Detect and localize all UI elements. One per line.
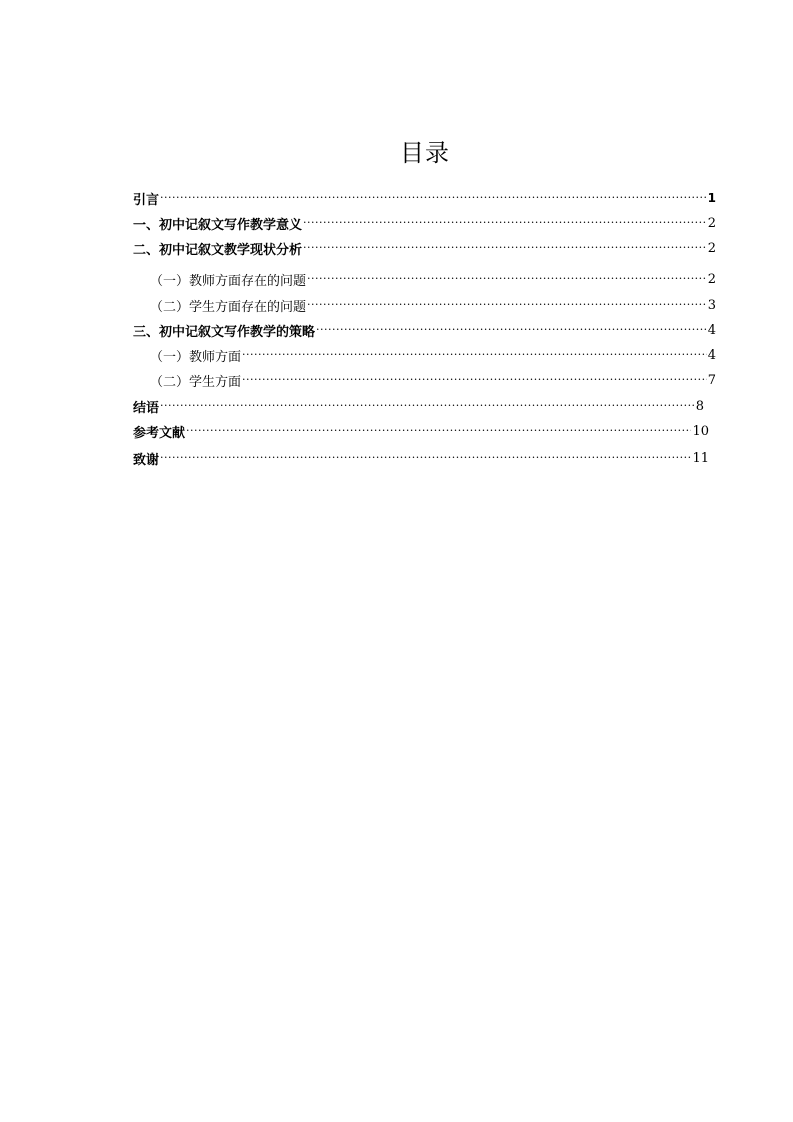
toc-entry-chapter-2[interactable] bbox=[133, 238, 716, 258]
toc-entry-conclusion[interactable] bbox=[133, 396, 704, 416]
dot-leader bbox=[242, 345, 707, 365]
toc-entry-label: 三、初中记叙文写作教学的策略 bbox=[133, 324, 316, 340]
toc-entry-label: 结语 bbox=[133, 400, 160, 416]
toc-entry-page: 4 bbox=[707, 347, 716, 363]
toc-entry-chapter-2-section-1[interactable] bbox=[150, 269, 716, 289]
toc-entry-label: 参考文献 bbox=[133, 425, 186, 441]
toc-entry-page: 8 bbox=[695, 398, 704, 414]
toc-entry-page: 2 bbox=[707, 215, 716, 231]
toc-entry-label: （一）教师方面 bbox=[150, 349, 242, 365]
toc-entry-label: 二、初中记叙文教学现状分析 bbox=[133, 242, 303, 258]
dot-leader bbox=[316, 320, 707, 340]
toc-entry-label: 一、初中记叙文写作教学意义 bbox=[133, 217, 303, 233]
toc-entry-label: 引言 bbox=[133, 192, 160, 208]
toc-entry-page: 7 bbox=[707, 372, 716, 388]
dot-leader bbox=[242, 370, 707, 390]
dot-leader bbox=[307, 269, 707, 289]
toc-entry-introduction[interactable] bbox=[133, 188, 716, 208]
toc-entry-page: 2 bbox=[707, 240, 716, 256]
dot-leader bbox=[160, 448, 691, 468]
page-title: 目录 bbox=[400, 139, 450, 167]
toc-entry-page: 1 bbox=[707, 191, 716, 205]
toc-entry-page: 3 bbox=[707, 297, 716, 313]
toc-entry-acknowledgements[interactable] bbox=[133, 448, 709, 468]
toc-entry-page: 10 bbox=[692, 423, 709, 439]
toc-entry-chapter-3-section-2[interactable] bbox=[150, 370, 716, 390]
dot-leader bbox=[160, 396, 695, 416]
table-of-contents bbox=[0, 0, 793, 500]
dot-leader bbox=[160, 188, 707, 208]
dot-leader bbox=[303, 238, 707, 258]
toc-entry-label: （二）学生方面存在的问题 bbox=[150, 299, 307, 315]
toc-entry-page: 4 bbox=[707, 322, 716, 338]
toc-entry-references[interactable] bbox=[133, 421, 709, 441]
dot-leader bbox=[186, 421, 691, 441]
dot-leader bbox=[307, 295, 707, 315]
toc-entry-label: （二）学生方面 bbox=[150, 374, 242, 390]
toc-entry-page: 11 bbox=[692, 450, 709, 466]
dot-leader bbox=[303, 213, 707, 233]
toc-entry-chapter-3[interactable] bbox=[133, 320, 716, 340]
toc-entry-label: （一）教师方面存在的问题 bbox=[150, 273, 307, 289]
toc-entry-page: 2 bbox=[707, 271, 716, 287]
toc-entry-chapter-3-section-1[interactable] bbox=[150, 345, 716, 365]
toc-entry-chapter-2-section-2[interactable] bbox=[150, 295, 716, 315]
toc-entry-label: 致谢 bbox=[133, 452, 160, 468]
toc-entry-chapter-1[interactable] bbox=[133, 213, 716, 233]
